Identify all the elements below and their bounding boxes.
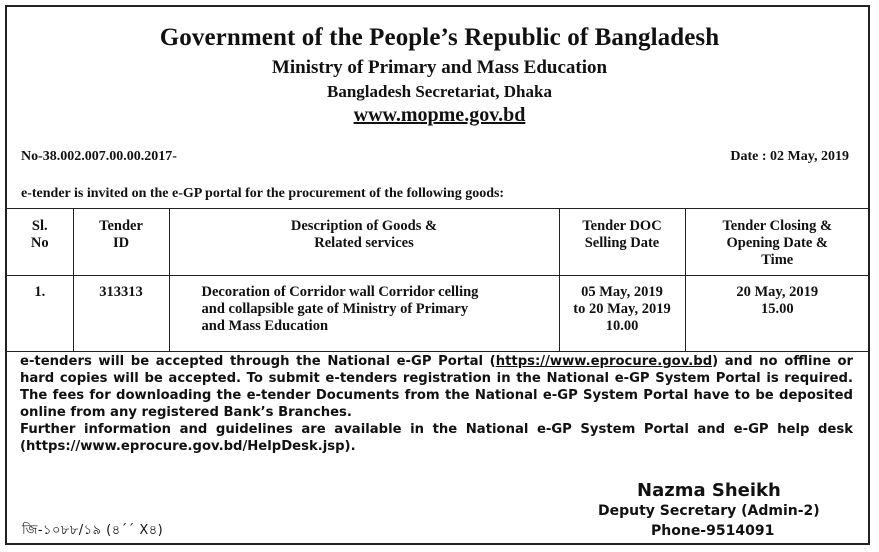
header-line: Tender DOC bbox=[582, 218, 662, 234]
closing-date-line: 15.00 bbox=[760, 301, 794, 317]
secretariat-address: Bangladesh Secretariat, Dhaka bbox=[327, 82, 552, 101]
header-line: Tender bbox=[99, 218, 143, 234]
tender-table bbox=[7, 208, 869, 352]
cell-selling-date bbox=[559, 276, 685, 352]
cell-closing-date bbox=[685, 276, 869, 352]
header-tender-id bbox=[73, 209, 169, 276]
intro-text: e-tender is invited on the e-GP portal for the procurement of the following goods: bbox=[21, 186, 505, 201]
header-line: Opening Date & bbox=[726, 235, 828, 251]
selling-date-line: to 20 May, 2019 bbox=[573, 301, 671, 317]
description-line: and Mass Education bbox=[201, 318, 329, 334]
terms-text bbox=[20, 353, 853, 455]
cell-tender-id: 313313 bbox=[73, 276, 169, 352]
helpdesk-paragraph: Further information and guidelines are available in the National e-GP System Portal and e-GP help desk (https://www.eprocure.gov.bd/HelpDesk.jsp). bbox=[20, 422, 853, 454]
selling-date-line: 10.00 bbox=[605, 318, 639, 334]
header-line: Selling Date bbox=[584, 235, 660, 251]
header-selling-date bbox=[559, 209, 685, 276]
header-line: Tender Closing & bbox=[722, 218, 833, 234]
description-line: Decoration of Corridor wall Corridor celling bbox=[201, 284, 479, 300]
paragraph-text: ) and no offline or hard copies will be accepted. To submit e-tenders registration in the National e-GP System Portal is required. The fees for downloading the e-tender Documents from the National e-GP System Portal have to be deposited online from any registered Bank’s Branches. bbox=[20, 354, 854, 420]
submission-paragraph bbox=[20, 353, 853, 421]
header-line: Time bbox=[761, 252, 794, 268]
publication-code: জি-১০৮৮/১৯ (৪´´ X৪) bbox=[22, 523, 164, 538]
header-line: Description of Goods & bbox=[290, 218, 438, 234]
ministry-website-link[interactable]: www.mopme.gov.bd bbox=[353, 104, 526, 126]
closing-date-line: 20 May, 2019 bbox=[736, 284, 819, 300]
paragraph-text: e-tenders will be accepted through the National e-GP Portal ( bbox=[20, 354, 496, 369]
header-description bbox=[169, 209, 559, 276]
table-header-row bbox=[7, 209, 869, 276]
header-line: Sl. bbox=[31, 218, 48, 234]
cell-sl: 1. bbox=[7, 276, 73, 352]
table-row bbox=[7, 276, 869, 352]
signatory-designation: Deputy Secretary (Admin-2) bbox=[598, 503, 820, 519]
ministry-name: Ministry of Primary and Mass Education bbox=[271, 57, 608, 78]
eprocure-link[interactable]: https://www.eprocure.gov.bd bbox=[495, 354, 713, 369]
header-line: No bbox=[30, 235, 49, 251]
signatory-phone: Phone-9514091 bbox=[651, 523, 775, 539]
header-sl-no bbox=[7, 209, 73, 276]
description-line: and collapsible gate of Ministry of Primary bbox=[201, 301, 469, 317]
header-line: Related services bbox=[314, 235, 414, 251]
signatory-name: Nazma Sheikh bbox=[637, 480, 781, 501]
header-closing-date bbox=[685, 209, 869, 276]
reference-number: No-38.002.007.00.00.2017- bbox=[21, 149, 177, 164]
notice-date: Date : 02 May, 2019 bbox=[730, 149, 849, 164]
selling-date-line: 05 May, 2019 bbox=[581, 284, 663, 300]
government-title: Government of the People’s Republic of Bangladesh bbox=[159, 24, 720, 51]
cell-description bbox=[169, 276, 559, 352]
header-line: ID bbox=[112, 235, 130, 251]
